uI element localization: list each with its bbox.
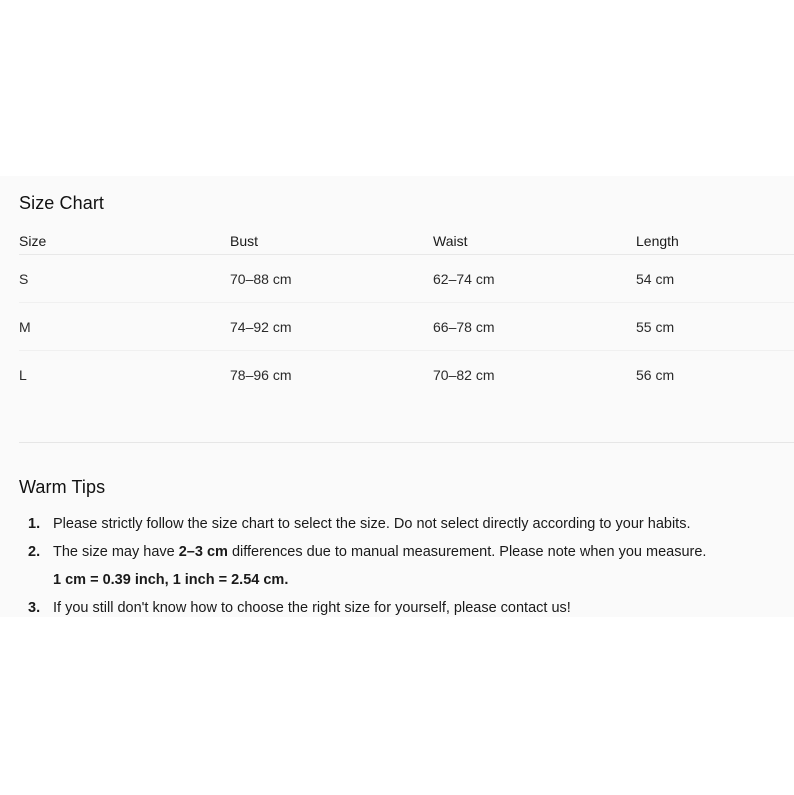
cell-length: 54 cm bbox=[636, 255, 794, 303]
list-item-number: 1. bbox=[28, 516, 41, 532]
size-chart-title: Size Chart bbox=[19, 193, 105, 213]
cell-waist: 62–74 cm bbox=[433, 255, 636, 303]
unit-conversion: 1 cm = 0.39 inch, 1 inch = 2.54 cm. bbox=[53, 572, 289, 588]
warm-tips-title: Warm Tips bbox=[19, 477, 106, 497]
cell-bust: 74–92 cm bbox=[230, 303, 433, 351]
list-item-number: 2. bbox=[28, 544, 41, 560]
list-item-text-after: differences due to manual measurement. Please note when you measure. bbox=[227, 544, 707, 560]
column-header-length: Length bbox=[636, 228, 794, 255]
warm-tips-list bbox=[0, 510, 794, 622]
cell-size: L bbox=[19, 366, 27, 383]
list-item-text: If you still don't know how to choose the right size for yourself, please contact us! bbox=[53, 600, 571, 616]
cell-bust: 78–96 cm bbox=[230, 366, 292, 383]
cell-length: 56 cm bbox=[636, 366, 675, 383]
list-item bbox=[0, 538, 794, 566]
cell-length: 55 cm bbox=[636, 303, 794, 351]
table-row bbox=[19, 255, 794, 303]
list-item bbox=[0, 510, 794, 538]
table-row bbox=[19, 303, 794, 351]
cell-bust: 70–88 cm bbox=[230, 255, 433, 303]
column-header-size: Size bbox=[19, 228, 230, 255]
list-item-number: 3. bbox=[28, 600, 41, 616]
size-info-panel bbox=[0, 176, 794, 617]
cell-waist: 66–78 cm bbox=[433, 303, 636, 351]
size-chart-table bbox=[19, 228, 794, 398]
list-item-continuation bbox=[0, 566, 794, 594]
table-row bbox=[19, 351, 794, 399]
column-header-waist: Waist bbox=[433, 228, 636, 255]
list-item bbox=[0, 594, 794, 622]
list-item-text: Please strictly follow the size chart to select the size. Do not select directly according to your habits. bbox=[53, 516, 691, 532]
column-header-bust: Bust bbox=[230, 228, 433, 255]
table-header-row bbox=[19, 228, 794, 255]
cell-size: S bbox=[19, 255, 230, 303]
measurement-tolerance: 2–3 cm bbox=[178, 544, 228, 560]
cell-waist: 70–82 cm bbox=[433, 366, 495, 383]
list-item-text-before: The size may have bbox=[53, 544, 179, 560]
section-divider bbox=[19, 442, 794, 443]
cell-size: M bbox=[19, 303, 230, 351]
